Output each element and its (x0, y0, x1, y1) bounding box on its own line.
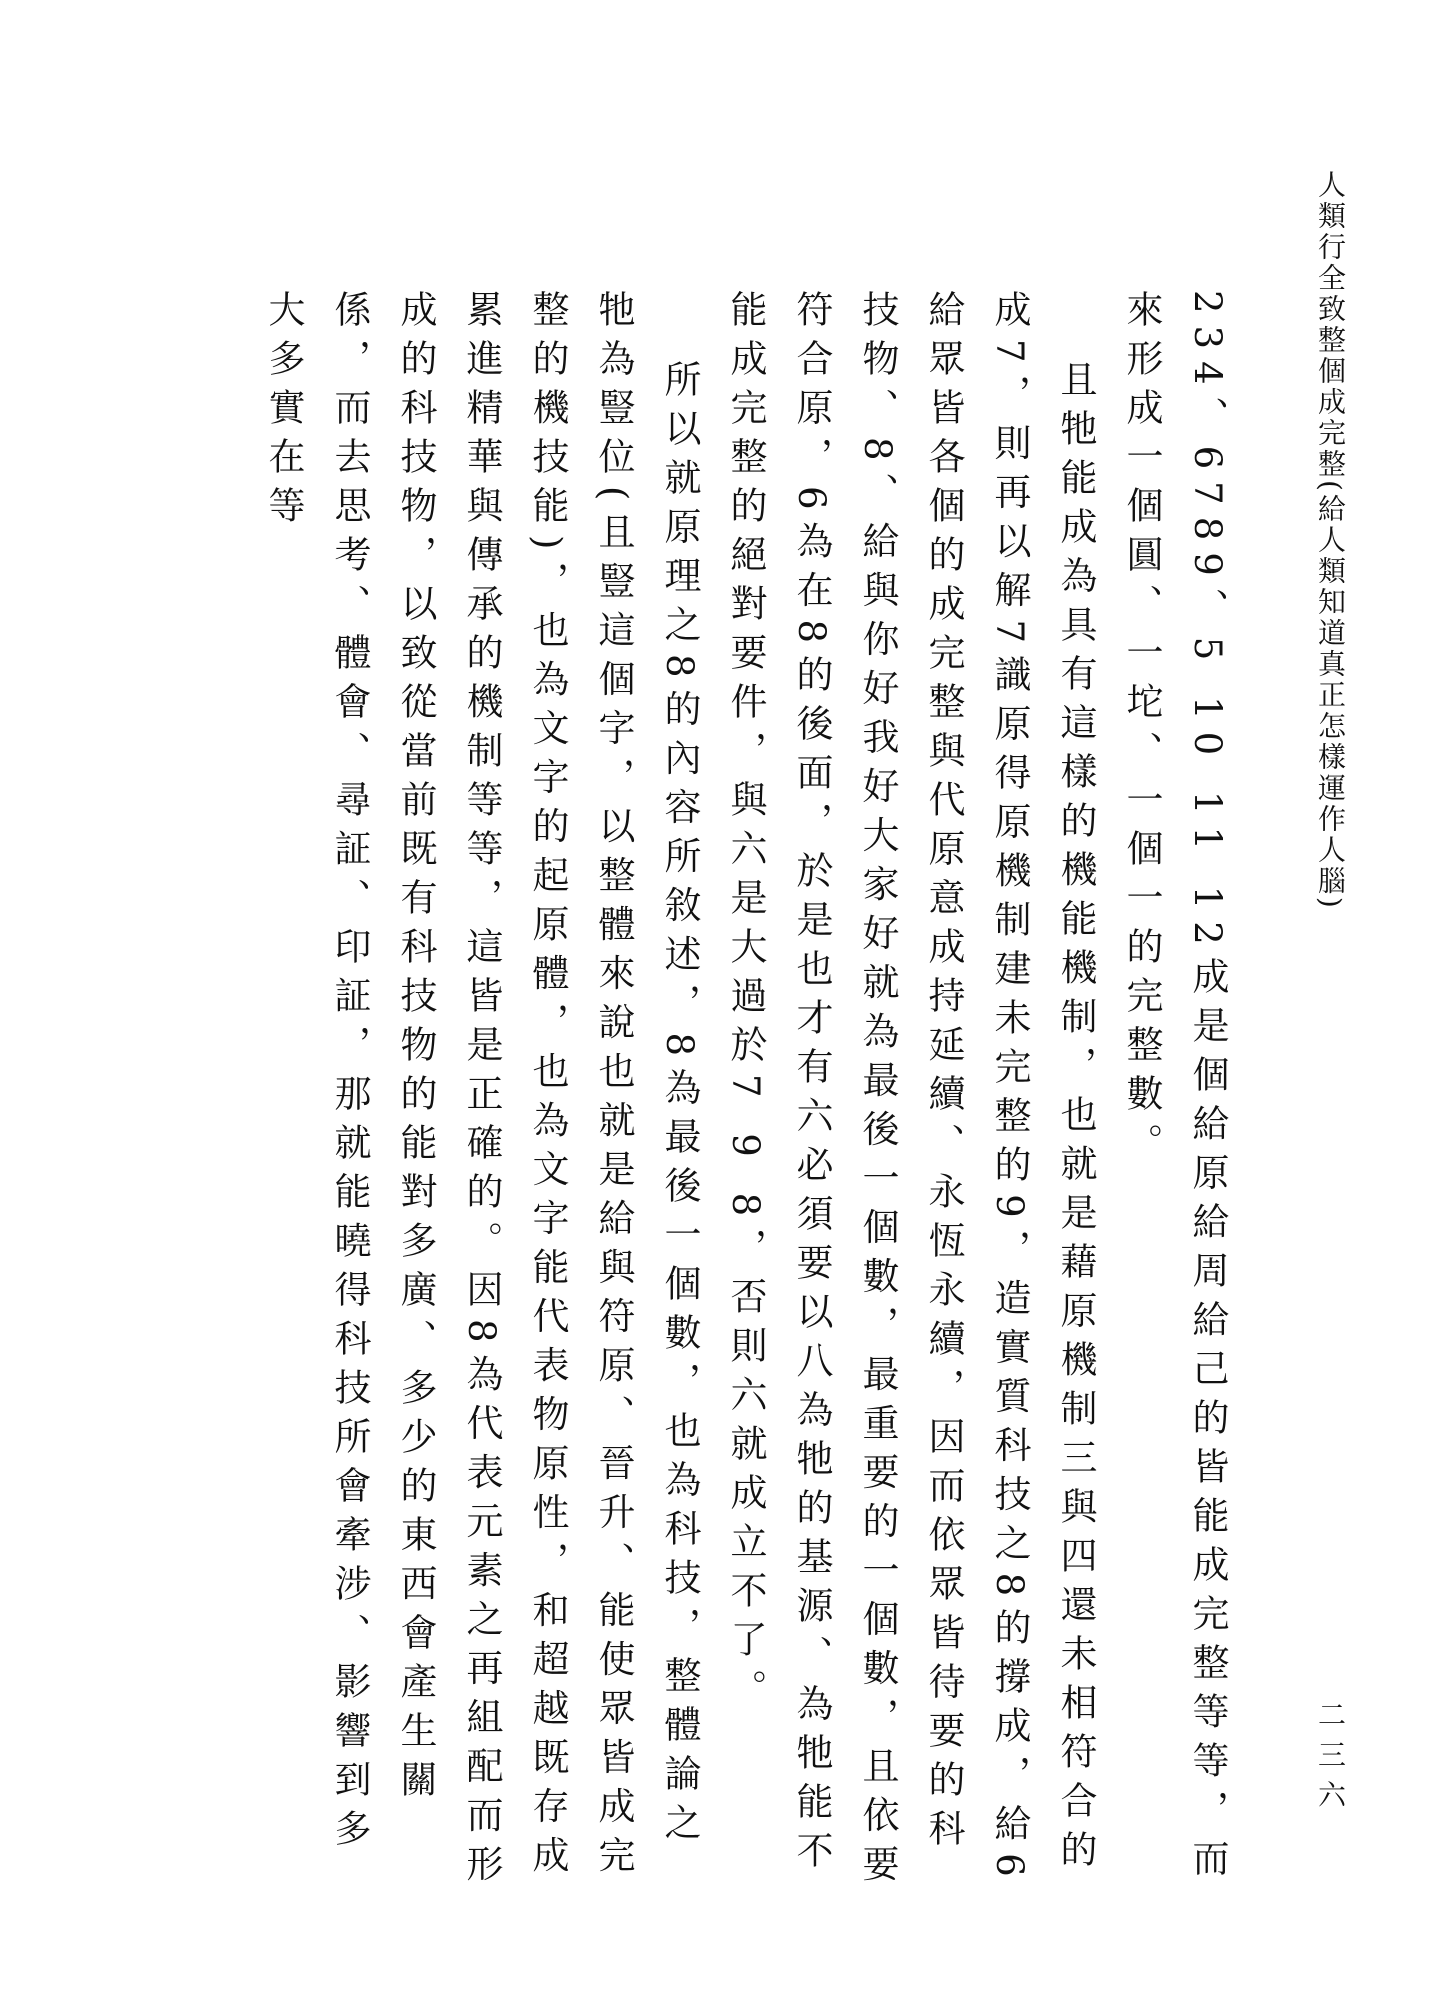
paragraph-1: 234、6789、5 10 11 12成是個給原給周給己的皆能成完整等等，而來形成一個圓、一坨、一個一的完整數。 (1120, 290, 1229, 1888)
body-text (180, 290, 1240, 1900)
paragraph-2: 且牠能成為具有這樣的機能機制，也就是藉原機制三與四還未相符合的成7，則再以解7識原得原機制建未完整的9，造實質科技之8的撐成，給6給眾皆各個的成完整與代原意成持延續、永恆永續，因而依眾皆待要的科技物、8、給與你好我好大家好就為最後一個數，最重要的一個數，且依要符合原，6為在8的後面，於是也才有六必須要以八為牠的基源、為牠能不能成完整的絕對要件，與六是大過於7 9 8，否則六就成立不了。 (724, 290, 1097, 1894)
paragraph-3: 所以就原理之8的內容所敘述，8為最後一個數，也為科技，整體論之牠為豎位(且豎這個字，以整體來說也就是給與符原、晉升、能使眾皆成完整的機技能)，也為文字的起原體，也為文字能代表物原性，和超越既存成累進精華與傳承的機制等等，這皆是正確的。因8為代表元素之再組配而形成的科技物，以致從當前既有科技物的能對多廣、多少的東西會產生關係，而去思考、體會、尋証、印証，那就能曉得科技所會牽涉、影響到多大多實在等 (262, 290, 701, 1894)
page-number: 二三六 (1314, 1700, 1347, 1820)
running-title: 人類行全致整個成完整(給人類知道真正怎樣運作人腦) (1314, 170, 1347, 911)
